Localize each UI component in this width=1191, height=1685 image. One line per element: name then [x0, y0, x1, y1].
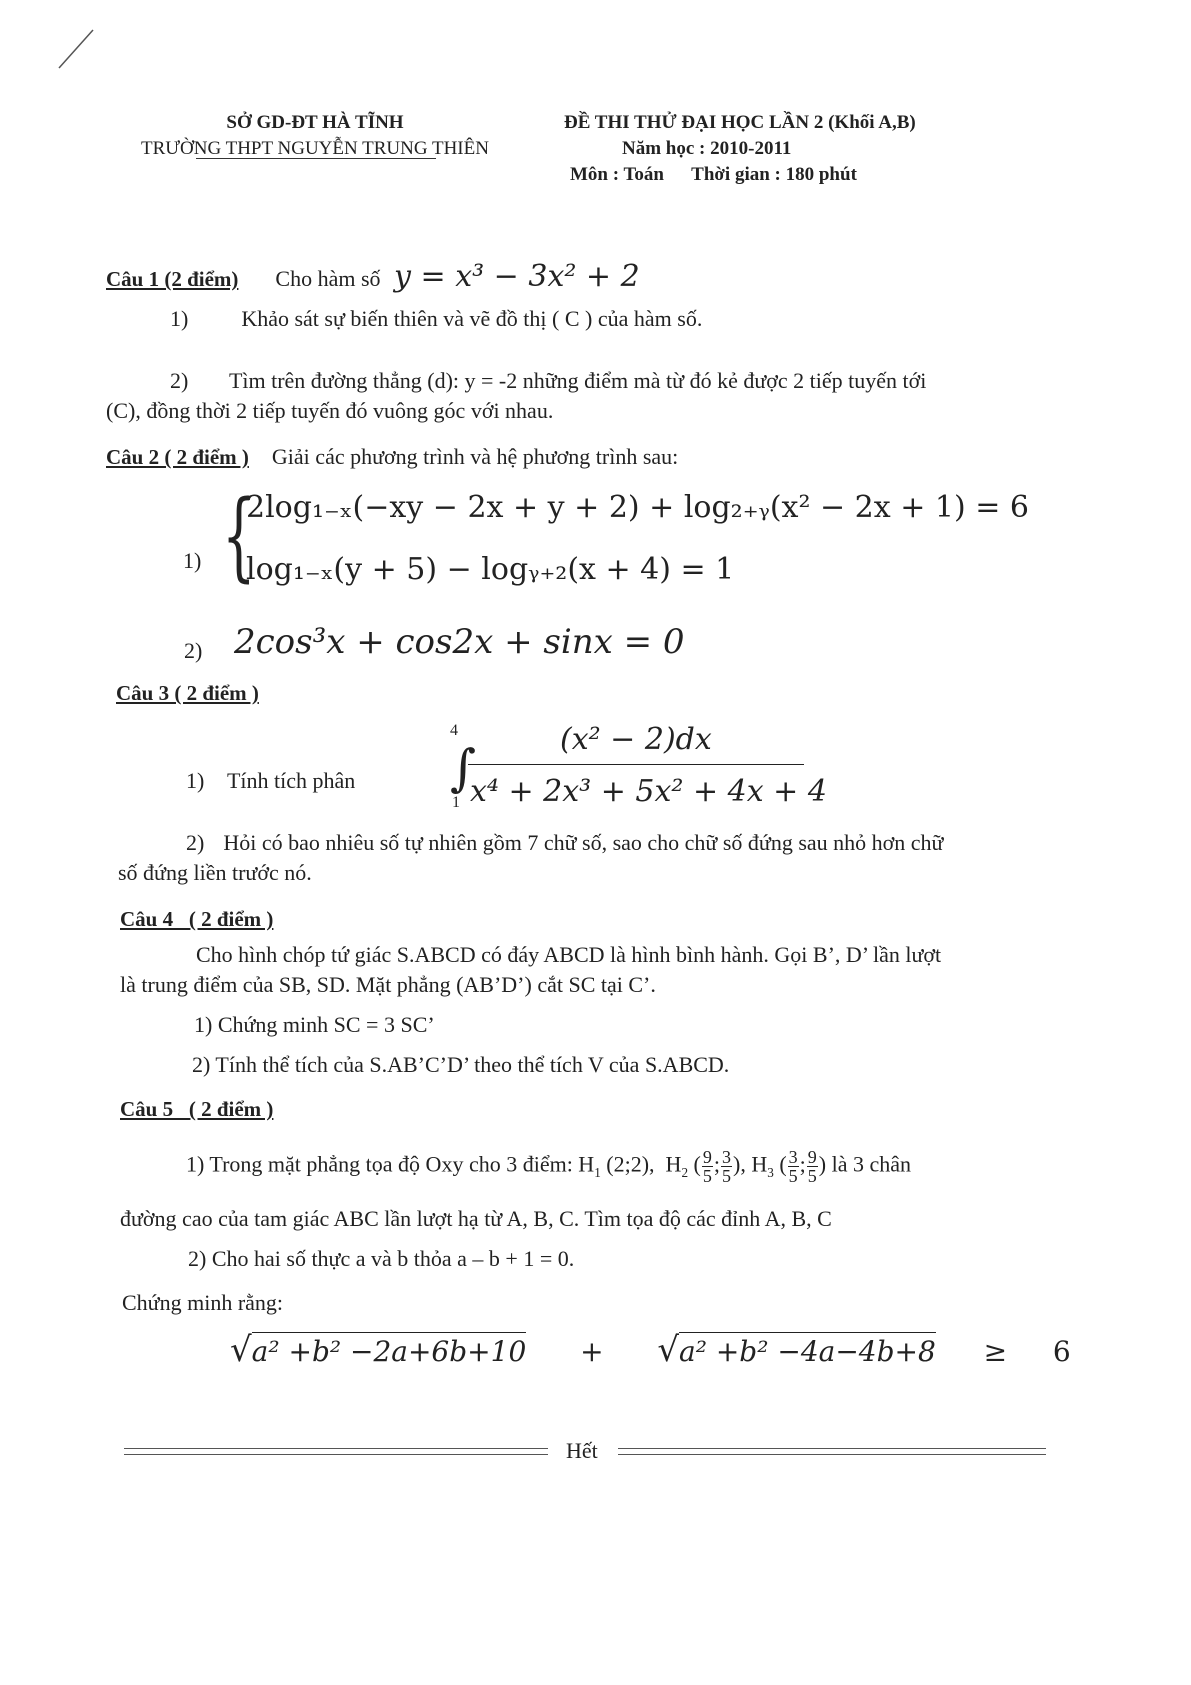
- subject: Môn : Toán: [570, 164, 664, 185]
- q2-heading: [106, 442, 678, 472]
- q2-part2-number: 2): [184, 638, 203, 663]
- q5-prove: Chứng minh rằng:: [122, 1290, 284, 1315]
- fraction-numerator: 9: [702, 1147, 712, 1167]
- q2-equation2: log₁₋ₓ(y + 5) − logᵧ₊₂(x + 4) = 1: [246, 552, 735, 587]
- q2-intro: Giải các phương trình và hệ phương trình sau:: [271, 444, 679, 469]
- q2-title: Câu 2 ( 2 điểm ): [106, 445, 249, 469]
- q1-part1-number: 1): [170, 306, 189, 331]
- q1-title: Câu 1 (2 điểm): [106, 267, 239, 291]
- school-name: TRƯỜNG THPT NGUYỄN TRUNG THIÊN: [141, 138, 489, 159]
- q3-part1-text: Tính tích phân: [226, 768, 356, 793]
- q1-heading: [106, 259, 640, 294]
- q1-part1-text: Khảo sát sự biến thiên và vẽ đồ thị ( C ) của hàm số.: [241, 306, 703, 331]
- fraction-9-5: [702, 1148, 713, 1185]
- fraction-numerator: 9: [807, 1147, 817, 1167]
- system-brace: {: [222, 480, 256, 592]
- header-right: [560, 110, 980, 188]
- sqrt-sign: √: [230, 1330, 252, 1370]
- subject-line: [570, 162, 980, 188]
- fraction-numerator: 3: [788, 1147, 798, 1167]
- q5-part2: 2) Cho hai số thực a và b thỏa a – b + 1 = 0.: [188, 1246, 575, 1271]
- q3-part1-number: 1): [186, 768, 205, 793]
- integral-sign: ∫: [450, 739, 477, 797]
- fraction-3-5: [721, 1148, 732, 1185]
- q5-part1-line2: đường cao của tam giác ABC lần lượt hạ từ A, B, C. Tìm tọa độ các đỉnh A, B, C: [120, 1206, 832, 1231]
- fraction-9-5b: [807, 1148, 818, 1185]
- q1-part1: [170, 304, 702, 334]
- q3-part2-line1: Hỏi có bao nhiêu số tự nhiên gồm 7 chữ số, sao cho chữ số đứng sau nhỏ hơn chữ: [223, 830, 944, 855]
- header-left: [105, 110, 525, 162]
- school-year: Năm học : 2010-2011: [622, 138, 792, 159]
- q3-part2-line2: số đứng liền trước nó.: [118, 860, 312, 885]
- q2-equation1: 2log₁₋ₓ(−xy − 2x + y + 2) + log₂₊ᵧ(x² − 2x + 1) = 6: [246, 490, 1029, 525]
- q4-title: Câu 4 ( 2 điểm ): [120, 907, 274, 931]
- plus-sign: +: [580, 1335, 604, 1368]
- q1-part2: [106, 366, 1106, 426]
- fraction-denominator: 5: [788, 1166, 798, 1186]
- q1-part2-number: 2): [170, 368, 189, 393]
- q5-part1-end: ) là 3 chân: [818, 1151, 911, 1177]
- fraction-denominator: 5: [807, 1166, 817, 1186]
- q2-part1-number: 1): [183, 548, 202, 573]
- q3-part2: [118, 828, 1118, 888]
- q1-part2-line1: Tìm trên đường thẳng (d): y = -2 những điểm mà từ đó kẻ được 2 tiếp tuyến tới: [228, 368, 927, 393]
- end-marker: Hết: [566, 1438, 598, 1463]
- integral-upper-limit: 4: [450, 722, 458, 739]
- fraction-denominator: 5: [702, 1166, 712, 1186]
- q5-h1-coords: (2;2), H: [606, 1151, 682, 1177]
- fraction-numerator: 3: [722, 1147, 731, 1167]
- q4-heading: [120, 904, 273, 934]
- q5-h2-open: (: [688, 1151, 701, 1177]
- q5-part1-start: 1) Trong mặt phẳng tọa độ Oxy cho 3 điểm: H: [186, 1151, 595, 1177]
- q5-h2-close: ), H: [733, 1151, 768, 1177]
- footer-rule-left: [124, 1448, 548, 1455]
- integral-lower-limit: 1: [452, 794, 460, 811]
- q4-statement: [120, 940, 1120, 1000]
- q1-formula: y = x³ − 3x² + 2: [394, 259, 640, 294]
- fraction-3-5b: [788, 1148, 799, 1185]
- q5-heading: [120, 1094, 273, 1124]
- q4-line2: là trung điểm của SB, SD. Mặt phẳng (AB’D’) cắt SC tại C’.: [120, 972, 656, 997]
- geq-sign: ≥: [983, 1335, 1008, 1368]
- footer-rule-right: [618, 1448, 1046, 1455]
- time-limit: Thời gian : 180 phút: [691, 164, 857, 185]
- integral-numerator: (x² − 2)dx: [560, 722, 712, 757]
- q3-heading: [116, 678, 259, 708]
- integral-fraction-bar: [468, 764, 804, 765]
- inequality-rhs: 6: [1052, 1335, 1071, 1368]
- q4-part1: 1) Chứng minh SC = 3 SC’: [194, 1012, 435, 1037]
- school-underline: [196, 158, 436, 159]
- q5-part1: 1) Trong mặt phẳng tọa độ Oxy cho 3 điểm: $H_1$ (2;2), $H_2$ ( $\frac{9}{5}$ ; $\frac{3}{5}$ ), $H_3$ ( $\frac{3}{5}$ ; $\frac{9}{5}$ ) là 3 chân: [186, 1147, 911, 1186]
- sqrt-term-2: a² +b² −4a−4b+8: [679, 1332, 936, 1368]
- q3-part1: [186, 766, 355, 796]
- fraction-denominator: 5: [722, 1166, 731, 1186]
- sqrt-sign: √: [657, 1330, 680, 1370]
- integral-denominator: x⁴ + 2x³ + 5x² + 4x + 4: [470, 774, 827, 809]
- pen-mark: [55, 28, 95, 70]
- q3-title: Câu 3 ( 2 điểm ): [116, 681, 259, 705]
- sqrt-term-1: a² +b² −2a+6b+10: [252, 1332, 527, 1368]
- q4-line1: Cho hình chóp tứ giác S.ABCD có đáy ABCD là hình bình hành. Gọi B’, D’ lần lượt: [196, 942, 942, 967]
- dept-name: SỞ GD-ĐT HÀ TĨNH: [226, 112, 404, 133]
- inequality: [230, 1330, 1071, 1370]
- q3-part2-number: 2): [186, 830, 205, 855]
- q2-equation3: 2cos³x + cos2x + sinx = 0: [234, 622, 685, 662]
- q4-part2: 2) Tính thể tích của S.AB’C’D’ theo thể tích V của S.ABCD.: [192, 1052, 730, 1077]
- exam-title: ĐỀ THI THỬ ĐẠI HỌC LẦN 2 (Khối A,B): [564, 112, 916, 133]
- q1-part2-line2: (C), đồng thời 2 tiếp tuyến đó vuông góc với nhau.: [106, 398, 554, 423]
- q5-title: Câu 5 ( 2 điểm ): [120, 1097, 274, 1121]
- q1-intro: Cho hàm số: [275, 266, 381, 291]
